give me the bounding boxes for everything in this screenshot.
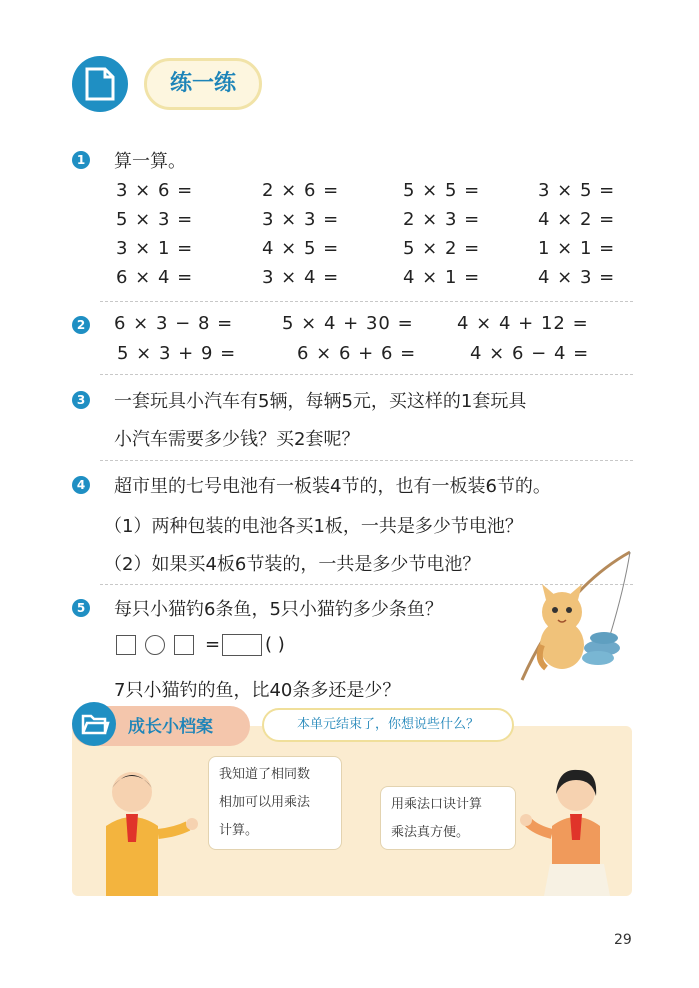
q1-cell: 4 × 3 = (538, 267, 616, 288)
q1-cell: 3 × 4 = (262, 267, 340, 288)
question-number-2: 2 (72, 316, 90, 334)
q1-cell: 6 × 4 = (116, 267, 194, 288)
boy-speech-bubble (208, 756, 342, 850)
q1-cell: 3 × 1 = (116, 238, 194, 259)
q2-cell: 4 × 4 + 12 = (457, 313, 589, 334)
q1-cell: 5 × 3 = (116, 209, 194, 230)
question-number-5: 5 (72, 599, 90, 617)
question-number-4: 4 (72, 476, 90, 494)
operator-circle[interactable] (145, 635, 165, 655)
girl-illustration (520, 764, 620, 896)
question-number-3: 3 (72, 391, 90, 409)
answer-box[interactable] (174, 635, 194, 655)
q1-cell: 4 × 2 = (538, 209, 616, 230)
unit-parentheses: ( ) (265, 634, 285, 655)
question-number-1: 1 (72, 151, 90, 169)
q1-cell: 4 × 1 = (403, 267, 481, 288)
q1-cell: 2 × 6 = (262, 180, 340, 201)
q4-sub-question-2: （2）如果买4板6节装的，一共是多少节电池？ (104, 554, 481, 575)
growth-file-title: 成长小档案 (128, 717, 213, 737)
q5-text-line-1: 每只小猫钓6条鱼，5只小猫钓多少条鱼？ (114, 599, 443, 620)
q2-cell: 4 × 6 − 4 = (470, 343, 590, 364)
answer-box[interactable] (116, 635, 136, 655)
divider (100, 460, 633, 461)
q3-text-line-2: 小汽车需要多少钱？买2套呢？ (114, 429, 360, 450)
boy-speech-line: 计算。 (219, 823, 259, 838)
page-number: 29 (614, 932, 632, 948)
q3-text-line-1: 一套玩具小汽车有5辆，每辆5元，买这样的1套玩具 (114, 391, 527, 412)
q1-cell: 1 × 1 = (538, 238, 616, 259)
answer-rectangle[interactable] (222, 634, 262, 656)
q2-cell: 5 × 4 + 30 = (282, 313, 414, 334)
q1-cell: 3 × 6 = (116, 180, 194, 201)
equals-sign: = (205, 634, 221, 655)
girl-speech-bubble (380, 786, 516, 850)
document-icon (72, 56, 128, 112)
q2-cell: 6 × 3 − 8 = (114, 313, 234, 334)
section-title: 练一练 (144, 58, 262, 110)
folder-icon (72, 702, 116, 746)
q2-cell: 6 × 6 + 6 = (297, 343, 417, 364)
q1-cell: 3 × 3 = (262, 209, 340, 230)
divider (100, 374, 633, 375)
boy-speech-line: 相加可以用乘法 (219, 795, 311, 810)
q1-cell: 5 × 2 = (403, 238, 481, 259)
q1-cell: 4 × 5 = (262, 238, 340, 259)
q1-cell: 3 × 5 = (538, 180, 616, 201)
cat-fishing-illustration (512, 550, 632, 690)
boy-speech-line: 我知道了相同数 (219, 767, 311, 782)
q2-cell: 5 × 3 + 9 = (117, 343, 237, 364)
boy-illustration (92, 762, 202, 896)
q4-sub-question-1: （1）两种包装的电池各买1板，一共是多少节电池？ (104, 516, 523, 537)
q1-cell: 2 × 3 = (403, 209, 481, 230)
girl-speech-line: 乘法真方便。 (391, 825, 470, 840)
girl-speech-line: 用乘法口诀计算 (391, 797, 483, 812)
q1-cell: 5 × 5 = (403, 180, 481, 201)
q4-text-line-1: 超市里的七号电池有一板装4节的，也有一板装6节的。 (114, 476, 551, 497)
q5-text-line-2: 7只小猫钓的鱼，比40条多还是少？ (114, 680, 401, 701)
divider (100, 301, 633, 302)
reflection-question: 本单元结束了，你想说些什么？ (262, 708, 514, 742)
q1-prompt: 算一算。 (114, 151, 186, 172)
